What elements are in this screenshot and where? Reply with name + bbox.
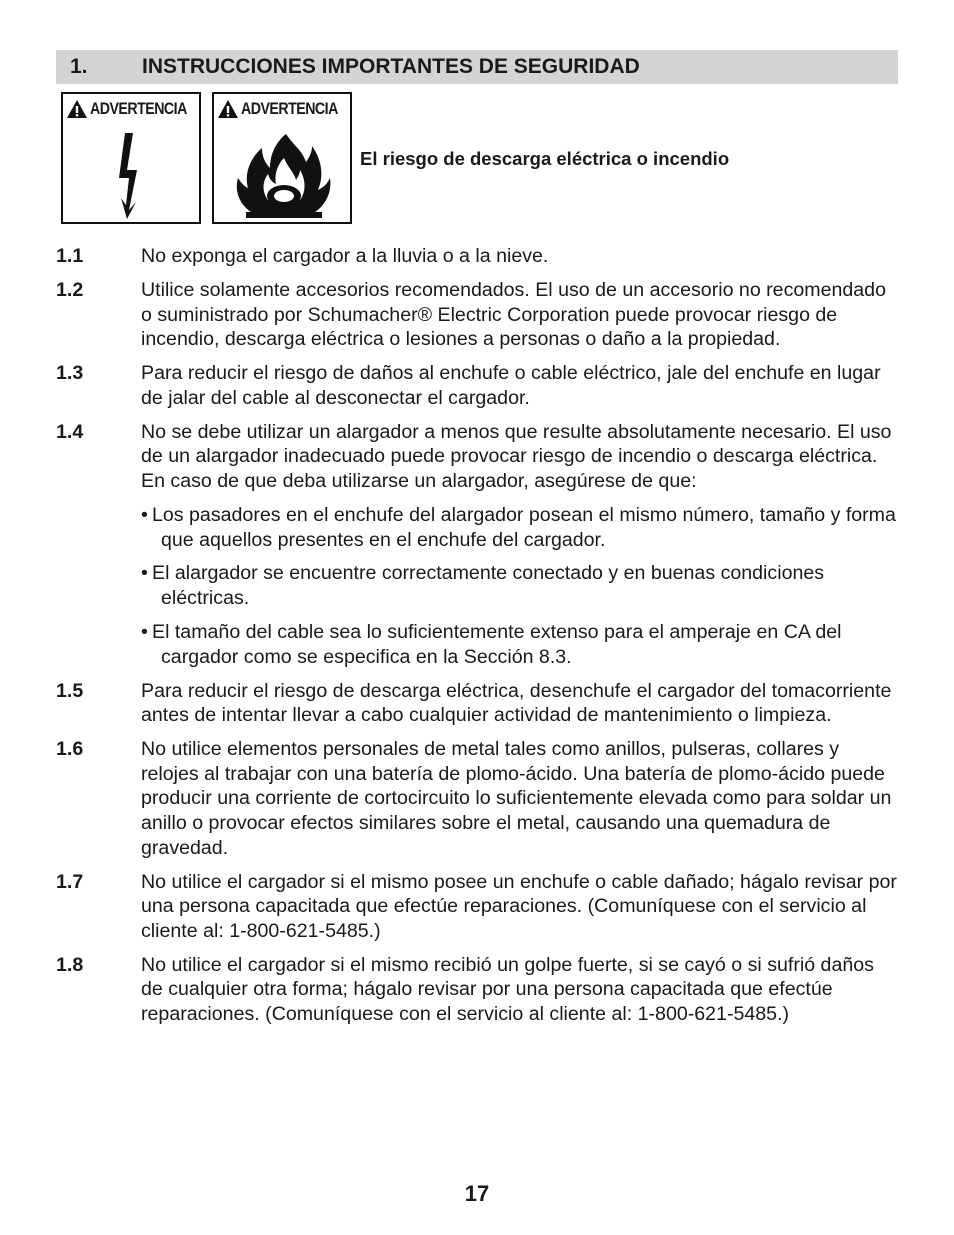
list-item [56, 679, 898, 728]
item-text: No exponga el cargador a la lluvia o a la nieve. [141, 245, 549, 267]
bullet-item: • El alargador se encuentre correctamente conectado y en buenas condiciones eléctricas. [141, 561, 898, 610]
item-number: 1.4 [56, 420, 84, 443]
item-text: No utilice elementos personales de metal tales como anillos, pulseras, collares y relojes al trabajar con una batería de plomo-ácido. Una batería de plomo-ácido puede producir una corriente de cortocircuito lo suficientemente elevada como para soldar un anillo o provocar efectos similares sobre el metal, causando una quemadura de gravedad. [141, 738, 892, 859]
bullet-item: • Los pasadores en el enchufe del alargador posean el mismo número, tamaño y forma que aquellos presentes en el enchufe del cargador. [141, 503, 898, 552]
bullet-item: • El tamaño del cable sea lo suficientemente extenso para el amperaje en CA del cargador como se especifica en la Sección 8.3. [141, 620, 898, 669]
warning-box-fire [212, 92, 352, 224]
warning-label: ADVERTENCIA [90, 100, 187, 118]
item-number: 1.1 [56, 245, 84, 267]
item-number: 1.7 [56, 870, 84, 893]
item-number: 1.6 [56, 738, 84, 761]
list-item [56, 953, 898, 1027]
list-item [56, 278, 898, 352]
section-header [56, 50, 898, 84]
list-item [56, 737, 898, 860]
electric-shock-icon [63, 128, 199, 222]
item-number: 1.5 [56, 679, 84, 702]
item-text: No utilice el cargador si el mismo posee un enchufe o cable dañado; hágalo revisar por una persona capacitada que efectúe reparaciones. (Comuníquese con el servicio al cliente al: 1-800-621-5485.) [141, 870, 897, 942]
page-number: 17 [464, 1181, 490, 1206]
item-number: 1.2 [56, 278, 84, 301]
bullet-text: El alargador se encuentre correctamente conectado y en buenas condiciones eléctricas. [152, 562, 825, 610]
item-text: Para reducir el riesgo de descarga eléctrica, desenchufe el cargador del tomacorriente antes de intentar llevar a cabo cualquier actividad de mantenimiento o limpieza. [141, 679, 892, 727]
section-title: INSTRUCCIONES IMPORTANTES DE SEGURIDAD [142, 55, 640, 78]
fire-icon [214, 128, 350, 222]
list-item [56, 420, 898, 494]
list-item [56, 244, 898, 269]
bullet-text: Los pasadores en el enchufe del alargador posean el mismo número, tamaño y forma que aquellos presentes en el enchufe del cargador. [152, 503, 896, 551]
warning-label: ADVERTENCIA [241, 100, 338, 118]
item-text: No se debe utilizar un alargador a menos que resulte absolutamente necesario. El uso de un alargador inadecuado puede provocar riesgo de incendio o descarga eléctrica. En caso de que deba utilizarse un alargador, asegúrese de que: [141, 420, 892, 492]
section-number: 1. [70, 55, 88, 78]
bullet-text: El tamaño del cable sea lo suficientemente extenso para el amperaje en CA del cargador como se especifica en la Sección 8.3. [152, 621, 842, 668]
item-text: Para reducir el riesgo de daños al enchufe o cable eléctrico, jale del enchufe en lugar de jalar del cable al desconectar el cargador. [141, 362, 881, 409]
list-item [56, 361, 898, 410]
risk-statement: El riesgo de descarga eléctrica o incendio [360, 148, 730, 169]
item-number: 1.8 [56, 953, 84, 976]
safety-instructions-list [56, 244, 898, 1036]
warning-box-shock [61, 92, 201, 224]
item-text: Utilice solamente accesorios recomendados. El uso de un accesorio no recomendado o suministrado por Schumacher® Electric Corporation puede provocar riesgo de incendio, descarga eléctrica o lesiones a personas o daño a la propiedad. [141, 278, 886, 351]
warning-triangle-icon [66, 99, 88, 119]
item-text: No utilice el cargador si el mismo recibió un golpe fuerte, si se cayó o si sufrió daños de cualquier otra forma; hágalo revisar por una persona capacitada que efectúe reparaciones. (Comuníquese con el servicio al cliente al: 1-800-621-5485.) [141, 953, 874, 1025]
item-number: 1.3 [56, 362, 84, 385]
warning-triangle-icon [217, 99, 239, 119]
list-item [56, 870, 898, 944]
